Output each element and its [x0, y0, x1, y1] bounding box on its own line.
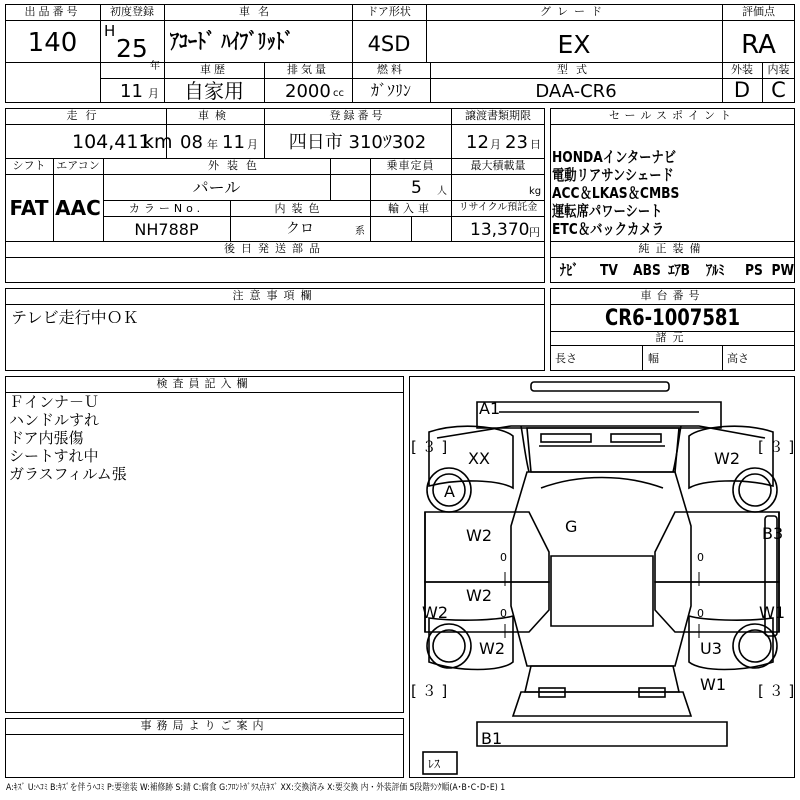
sales-points-label: セールスポイント: [608, 109, 736, 122]
spare-tire: ﾚｽ: [428, 757, 441, 771]
mark-u3: U3: [700, 639, 722, 658]
inspector-label: 検査員記入欄: [156, 377, 253, 390]
chassis-label: 車台番号: [640, 289, 705, 302]
capacity-unit: 人: [437, 186, 447, 197]
displacement-label: 排気量: [287, 63, 329, 76]
exterior-color: パール: [192, 178, 241, 197]
sales-point-5: ETC＆バックカメラ: [552, 220, 664, 238]
door-label: ドア形状: [367, 5, 411, 18]
caution-label: 注意事項欄: [232, 289, 318, 302]
displacement-unit: cc: [333, 88, 344, 99]
load-label: 最大積載量: [470, 159, 526, 172]
model-label: 型式: [557, 63, 595, 76]
interior-color: クロ: [286, 221, 314, 237]
inspector-line-3: ドア内張傷: [9, 429, 84, 447]
width-label: 幅: [648, 352, 659, 365]
transfer-day-unit: 日: [530, 138, 541, 151]
mark-a1: A1: [479, 399, 501, 418]
sales-point-1: HONDAインターナビ: [552, 148, 677, 166]
genuine-nav: ﾅﾋﾞ: [560, 261, 579, 279]
genuine-airbag: ｴｱB: [668, 261, 691, 279]
mark-w1-r: W1: [759, 603, 785, 622]
mileage-label: 走行: [66, 109, 105, 122]
reg-year: 25: [116, 34, 148, 63]
capacity: 5: [411, 178, 422, 198]
car-outline: [409, 376, 795, 778]
zero-mark-3: 0: [697, 551, 704, 564]
recycle-label: リサイクル預託金: [458, 202, 538, 213]
reg-month-unit: 月: [148, 87, 159, 100]
first-reg-label: 初度登録: [110, 5, 154, 18]
interior-color-unit: 系: [355, 226, 365, 237]
score: RA: [741, 30, 776, 60]
mark-g: G: [565, 517, 578, 536]
genuine-ps: PS: [744, 261, 763, 279]
plate: 四日市 310ﾂ302: [288, 132, 427, 153]
tire-rr-value: ３: [768, 682, 784, 700]
office-label: 事務局よりご案内: [140, 719, 269, 732]
transfer-label: 譲渡書類期限: [465, 109, 531, 122]
ac-label: エアコン: [56, 159, 100, 172]
tire-rr: [ ３ ]: [758, 682, 795, 700]
lot-no-label: 出品番号: [24, 5, 81, 18]
sales-point-4: 運転席パワーシート: [552, 202, 663, 220]
car-name: ｱｺｰﾄﾞ ﾊｲﾌﾞﾘｯﾄﾞ: [170, 30, 294, 55]
interior-color-label: 内装色: [274, 202, 326, 215]
door-type: 4SD: [367, 32, 411, 56]
legend: A:ｷｽﾞ U:ﾍｺﾐ B:ｷｽﾞを伴うﾍｺﾐ P:要塗装 W:補修跡 S:錆 C:腐食 G:ﾌﾛﾝﾄｶﾞﾗｽ点ｷｽﾞ XX:交換済み X:要交換 内・外装評価 5段階ﾗﾝｸ順(A･B･C･D･E) 1: [6, 783, 506, 793]
specs-label: 諸元: [655, 331, 690, 344]
ac-type: AAC: [55, 196, 101, 220]
history-label: 車歴: [200, 63, 228, 76]
inspector-line-1: Ｆインナ－Ｕ: [9, 393, 100, 411]
genuine-tv: TV: [599, 261, 618, 279]
tire-lr: [ ３ ]: [411, 682, 448, 700]
fuel-label: 燃料: [377, 63, 405, 76]
transfer-month: 12: [466, 132, 489, 153]
inspector-line-4: シートすれ中: [9, 447, 99, 465]
history: 自家用: [184, 79, 244, 103]
reg-year-unit: 年: [150, 61, 160, 72]
load-unit: kg: [529, 186, 542, 197]
grade-label: グレード: [540, 5, 608, 18]
tire-lf: [ ３ ]: [411, 438, 448, 456]
color-label: 外装色: [208, 159, 265, 172]
score-label: 評価点: [742, 5, 775, 18]
later-parts-label: 後日発送部品: [224, 242, 326, 255]
car-name-label: 車名: [239, 5, 277, 18]
fuel: ｶﾞｿﾘﾝ: [370, 81, 411, 100]
color-no: NH788P: [134, 220, 199, 239]
mark-w1-rr: W1: [700, 675, 726, 694]
interior-label: 内装: [767, 63, 790, 76]
inspector-line-2: ハンドルすれ: [9, 411, 100, 429]
reg-month: 11: [120, 81, 143, 102]
mark-w2-rf: W2: [714, 449, 740, 468]
genuine-abs: ABS: [633, 261, 661, 279]
inspection-label: 車検: [198, 109, 232, 122]
model: DAA-CR6: [535, 81, 617, 102]
mileage: 104,411: [72, 131, 151, 153]
inspection-month-unit: 月: [247, 138, 258, 151]
mark-w2-lr: W2: [466, 586, 492, 605]
transfer-month-unit: 月: [490, 138, 501, 151]
tire-lr-value: ３: [421, 682, 437, 700]
grade: EX: [557, 30, 591, 59]
zero-mark-1: 0: [500, 551, 507, 564]
genuine-alloy: ｱﾙﾐ: [706, 261, 725, 279]
era: H: [104, 22, 116, 40]
tire-lf-value: ３: [421, 438, 437, 456]
zero-mark-4: 0: [697, 607, 704, 620]
mark-xx: XX: [468, 449, 490, 468]
length-label: 長さ: [555, 352, 577, 365]
genuine-label: 純正装備: [638, 242, 707, 255]
mark-w2-lf: W2: [466, 526, 492, 545]
recycle-unit: 円: [529, 226, 540, 239]
height-label: 高さ: [727, 352, 749, 365]
exterior-label: 外装: [731, 63, 753, 76]
lot-no: 140: [27, 28, 78, 58]
transfer-day: 23: [505, 132, 528, 153]
zero-mark-2: 0: [500, 607, 507, 620]
recycle-amount: 13,370: [470, 220, 530, 240]
capacity-label: 乗車定員: [386, 159, 435, 172]
inspection-year-unit: 年: [207, 138, 218, 151]
plate-label: 登録番号: [329, 109, 386, 122]
inspection-month: 11: [222, 132, 245, 153]
tire-rf: [ ３ ]: [758, 438, 795, 456]
sales-point-3: ACC＆LKAS＆CMBS: [552, 184, 680, 202]
mark-a: A: [444, 482, 455, 501]
chassis-no: CR6-1007581: [604, 306, 741, 331]
inspector-line-5: ガラスフィルム張: [9, 465, 127, 483]
mark-w2-lrw: W2: [479, 639, 505, 658]
mark-w2-l: W2: [422, 603, 448, 622]
import-label: 輸入車: [388, 202, 433, 215]
displacement: 2000: [285, 81, 331, 102]
inspection-year: 08: [180, 132, 203, 153]
mileage-unit: km: [143, 131, 173, 153]
exterior-score: D: [733, 78, 751, 102]
interior-score: C: [771, 78, 786, 102]
tire-rf-value: ３: [768, 438, 784, 456]
sales-point-2: 電動リアサンシェード: [552, 166, 674, 184]
shift: FAT: [9, 196, 49, 220]
mark-b1: B1: [481, 729, 503, 748]
caution-text: テレビ走行中ＯＫ: [11, 308, 139, 327]
genuine-pw: PW: [771, 261, 795, 279]
color-no-label: カラーNo.: [128, 202, 205, 215]
shift-label: シフト: [12, 159, 46, 172]
mark-b3: B3: [762, 524, 784, 543]
